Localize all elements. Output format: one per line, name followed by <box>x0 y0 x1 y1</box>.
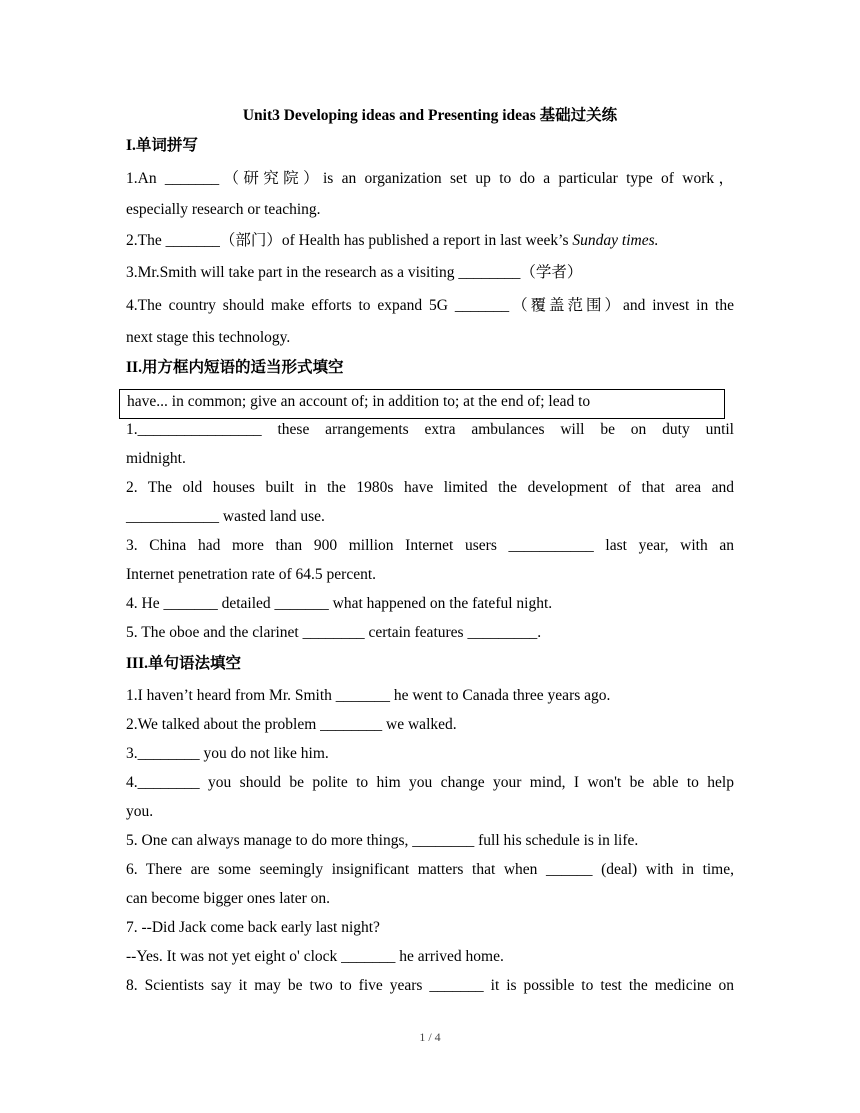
italic-title: Sunday times. <box>572 232 659 249</box>
question-line: next stage this technology. <box>126 329 291 346</box>
question-line: midnight. <box>126 450 186 467</box>
question-line: 5. One can always manage to do more things, ________ full his schedule is in life. <box>126 832 639 849</box>
question-line: 2.We talked about the problem ________ we walked. <box>126 716 457 733</box>
question-line: can become bigger ones later on. <box>126 890 330 907</box>
section-heading-grammar: III.单句语法填空 <box>126 655 241 672</box>
phrase-box-text: have... in common; give an account of; in addition to; at the end of; lead to <box>127 393 591 410</box>
question-line: 6. There are some seemingly insignificant matters that when ______ (deal) with in time, <box>126 861 734 878</box>
page-title: Unit3 Developing ideas and Presenting ideas 基础过关练 <box>242 107 618 124</box>
question-line <box>126 231 734 251</box>
question-line: 4.The country should make efforts to expand 5G _______（覆盖范围）and invest in the <box>126 297 734 314</box>
section-heading-spelling: I.单词拼写 <box>126 137 198 154</box>
phrase-box <box>119 389 725 419</box>
section-heading-phrases: II.用方框内短语的适当形式填空 <box>126 359 344 376</box>
question-line: 4.________ you should be polite to him you change your mind, I won't be able to help <box>126 774 734 791</box>
question-line: Internet penetration rate of 64.5 percent. <box>126 566 377 583</box>
question-text: 2.The _______（部门）of Health has published a report in last week’s <box>126 232 573 249</box>
question-line: 5. The oboe and the clarinet ________ certain features _________. <box>126 624 542 641</box>
question-line: 1.I haven’t heard from Mr. Smith _______ he went to Canada three years ago. <box>126 687 611 704</box>
question-line: 3.Mr.Smith will take part in the research as a visiting ________（学者） <box>126 264 583 281</box>
question-line: --Yes. It was not yet eight o' clock _______ he arrived home. <box>126 948 504 965</box>
question-line: 1.An _______（研究院）is an organization set up to do a particular type of work， <box>126 170 734 187</box>
question-line: 4. He _______ detailed _______ what happened on the fateful night. <box>126 595 553 612</box>
question-line: especially research or teaching. <box>126 201 321 218</box>
question-line: ____________ wasted land use. <box>126 508 325 525</box>
question-line: 7. --Did Jack come back early last night? <box>126 919 380 936</box>
question-line: 2. The old houses built in the 1980s have limited the development of that area and <box>126 479 734 496</box>
question-line: you. <box>126 803 154 820</box>
page-number: 1 / 4 <box>419 1030 441 1044</box>
question-line: 3. China had more than 900 million Internet users ___________ last year, with an <box>126 537 734 554</box>
question-line: 8. Scientists say it may be two to five years _______ it is possible to test the medicine on <box>126 977 734 994</box>
question-line: 1.________________ these arrangements extra ambulances will be on duty until <box>126 421 734 438</box>
question-line: 3.________ you do not like him. <box>126 745 329 762</box>
